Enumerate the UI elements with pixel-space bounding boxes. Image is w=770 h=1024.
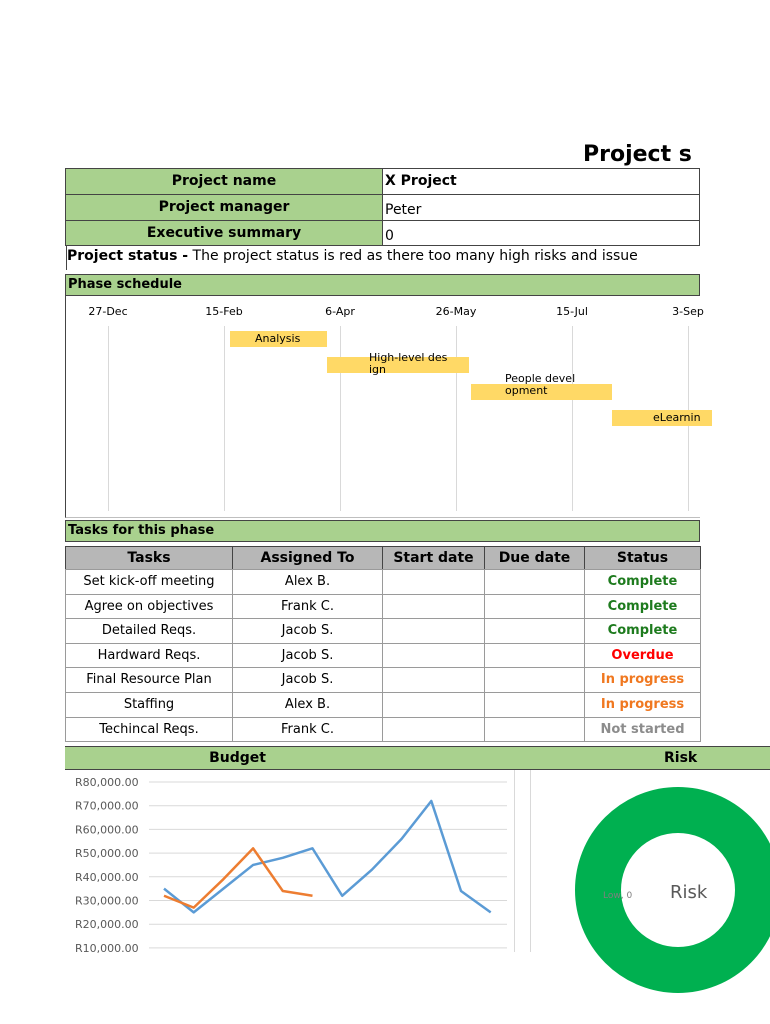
budget-y-tick-label: R70,000.00 bbox=[75, 799, 139, 813]
assigned-cell: Jacob S. bbox=[232, 643, 383, 669]
assigned-cell: Frank C. bbox=[232, 717, 383, 743]
status-cell: Complete bbox=[584, 569, 701, 595]
gantt-tick-label: 15-Feb bbox=[205, 305, 243, 318]
assigned-cell: Jacob S. bbox=[232, 618, 383, 644]
gantt-tick-label: 3-Sep bbox=[672, 305, 704, 318]
task-name-cell: Final Resource Plan bbox=[65, 667, 233, 693]
task-name-cell: Staffing bbox=[65, 692, 233, 718]
risk-heading: Risk bbox=[664, 750, 698, 766]
page-title: Project s bbox=[583, 142, 692, 167]
status-cell: In progress bbox=[584, 667, 701, 693]
budget-chart bbox=[65, 770, 515, 955]
start-date-col-header[interactable]: Start date bbox=[382, 546, 485, 570]
project-manager-value[interactable]: Peter bbox=[382, 194, 700, 221]
gantt-tick-label: 26-May bbox=[435, 305, 477, 318]
budget-y-tick-label: R80,000.00 bbox=[75, 776, 139, 789]
gantt-tick-label: 6-Apr bbox=[325, 305, 355, 318]
project-name-value[interactable]: X Project bbox=[382, 168, 700, 195]
assigned-col-header[interactable]: Assigned To bbox=[232, 546, 383, 570]
budget-y-tick-label: R20,000.00 bbox=[75, 918, 139, 932]
gantt-gridline bbox=[224, 326, 225, 511]
due-date-cell[interactable] bbox=[484, 692, 585, 718]
risk-chart bbox=[530, 770, 708, 952]
start-date-cell[interactable] bbox=[382, 717, 485, 743]
phase-schedule-heading: Phase schedule bbox=[65, 274, 700, 296]
budget-y-tick-label: R50,000.00 bbox=[75, 847, 139, 861]
risk-donut-label: Risk bbox=[670, 882, 708, 903]
project-name-label: Project name bbox=[65, 168, 383, 195]
due-date-cell[interactable] bbox=[484, 643, 585, 669]
budget-y-tick-label: R30,000.00 bbox=[75, 894, 139, 908]
due-date-cell[interactable] bbox=[484, 717, 585, 743]
tasks-heading: Tasks for this phase bbox=[65, 520, 700, 542]
task-name-cell: Set kick-off meeting bbox=[65, 569, 233, 595]
task-name-cell: Techincal Reqs. bbox=[65, 717, 233, 743]
start-date-cell[interactable] bbox=[382, 667, 485, 693]
project-manager-label: Project manager bbox=[65, 194, 383, 221]
task-name-cell: Hardward Reqs. bbox=[65, 643, 233, 669]
gantt-tick-label: 15-Jul bbox=[556, 305, 588, 318]
due-date-cell[interactable] bbox=[484, 594, 585, 620]
due-date-cell[interactable] bbox=[484, 569, 585, 595]
gantt-gridline bbox=[340, 326, 341, 511]
budget-chart-svg bbox=[65, 770, 515, 955]
project-status-text: The project status is red as there too many high risks and issue bbox=[188, 248, 638, 264]
budget-series-line-1 bbox=[164, 801, 491, 912]
executive-summary-value[interactable]: 0 bbox=[382, 220, 700, 246]
status-cell: Not started bbox=[584, 717, 701, 743]
due-date-col-header[interactable]: Due date bbox=[484, 546, 585, 570]
start-date-cell[interactable] bbox=[382, 618, 485, 644]
status-cell: Complete bbox=[584, 594, 701, 620]
budget-y-tick-label: R10,000.00 bbox=[75, 941, 139, 955]
start-date-cell[interactable] bbox=[382, 594, 485, 620]
gantt-gridline bbox=[108, 326, 109, 511]
gantt-gridline bbox=[572, 326, 573, 511]
assigned-cell: Frank C. bbox=[232, 594, 383, 620]
budget-y-tick-label: R40,000.00 bbox=[75, 870, 139, 884]
budget-y-tick-label: R60,000.00 bbox=[75, 823, 139, 837]
start-date-cell[interactable] bbox=[382, 643, 485, 669]
gantt-bar-label: People development bbox=[505, 372, 576, 397]
risk-chart-svg bbox=[531, 770, 708, 952]
assigned-cell: Jacob S. bbox=[232, 667, 383, 693]
due-date-cell[interactable] bbox=[484, 618, 585, 644]
project-status bbox=[66, 246, 700, 270]
task-name-cell: Detailed Reqs. bbox=[65, 618, 233, 644]
gantt-bar-label: High-level design bbox=[369, 351, 448, 376]
summary-table bbox=[65, 168, 700, 246]
tasks-col-header[interactable]: Tasks bbox=[65, 546, 233, 570]
status-col-header[interactable]: Status bbox=[584, 546, 701, 570]
gantt-tick-label: 27-Dec bbox=[88, 305, 128, 318]
status-cell: In progress bbox=[584, 692, 701, 718]
project-status-label: Project status - bbox=[67, 248, 189, 264]
assigned-cell: Alex B. bbox=[232, 569, 383, 595]
phase-schedule-chart bbox=[65, 296, 704, 518]
assigned-cell: Alex B. bbox=[232, 692, 383, 718]
status-cell: Overdue bbox=[584, 643, 701, 669]
status-cell: Complete bbox=[584, 618, 701, 644]
task-name-cell: Agree on objectives bbox=[65, 594, 233, 620]
start-date-cell[interactable] bbox=[382, 569, 485, 595]
executive-summary-label: Executive summary bbox=[65, 220, 383, 246]
budget-heading: Budget bbox=[209, 750, 266, 766]
due-date-cell[interactable] bbox=[484, 667, 585, 693]
gantt-bar-label: eLearnin bbox=[653, 411, 701, 424]
risk-slice-label: Low, 0 bbox=[603, 891, 633, 901]
start-date-cell[interactable] bbox=[382, 692, 485, 718]
gantt-bar-label: Analysis bbox=[255, 332, 301, 345]
gantt-gridline bbox=[456, 326, 457, 511]
tasks-table bbox=[65, 546, 700, 744]
